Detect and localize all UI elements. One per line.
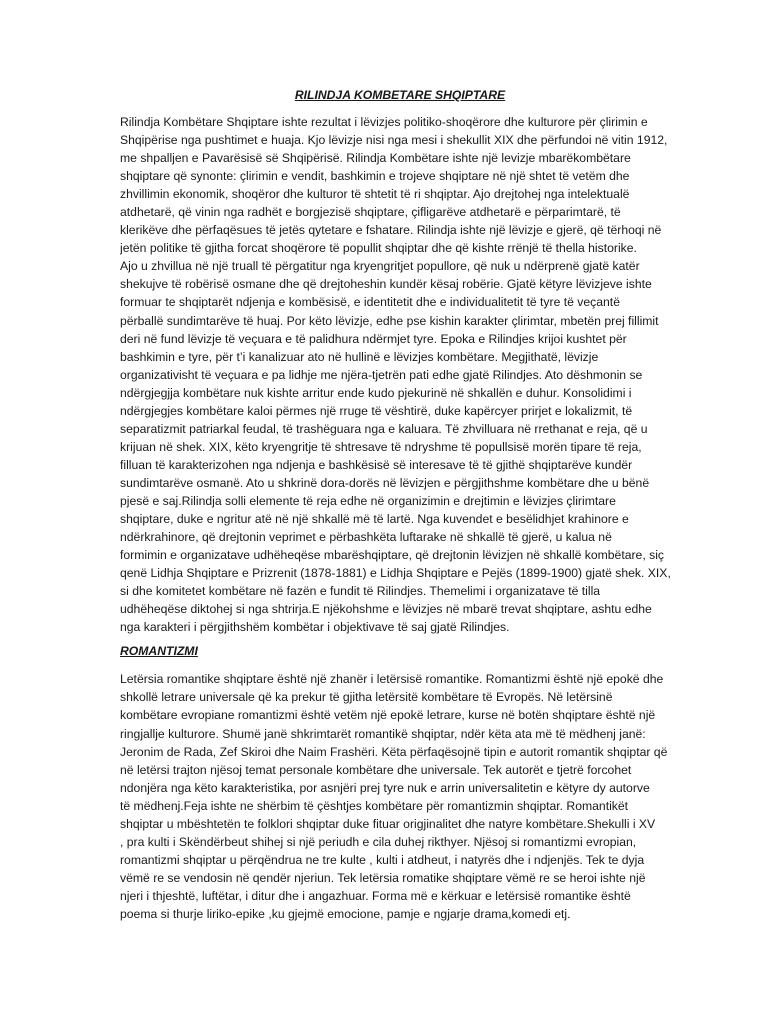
text-line: shkollë letrare universale që ka prekur të gjitha letërsitë kombëtare të Evropës. Në letërsinë: [120, 690, 613, 705]
text-line: ndonjëra nga këto karakteristika, por asnjëri prej tyre nuk e arrin universalitetin e këtyre dy autorve: [120, 780, 650, 795]
text-line: Jeronim de Rada, Zef Skiroi dhe Naim Frashëri. Këta përfaqësojnë tipin e autorit romantik shqiptar që: [120, 744, 668, 759]
text-line: jetën politike të gjitha forcat shoqërore të popullit shqiptar dhe që kishte rrënjë të thella historike.: [120, 241, 637, 256]
text-line: me shpalljen e Pavarësisë së Shqipërisë. Rilindja Kombëtare ishte një levizje mbarëkombëtare: [120, 151, 631, 166]
text-line: njeri i thjeshtë, luftëtar, i ditur dhe i angazhuar. Forma më e kërkuar e letërsisë romantike është: [120, 888, 631, 903]
text-line: udhëheqëse diktohej si nga shtrirja.E njëkohshme e lëvizjes në mbarë trevat shqiptare, ashtu edhe: [120, 602, 652, 617]
text-line: krijuan në shek. XIX, këto kryengritje të shtresave të ndryshme të popullsisë morën tipare të reja,: [120, 439, 642, 454]
text-line: shqiptare, duke e ngritur atë në një shkallë më të lartë. Nga kuvendet e besëlidhjet krahinore e: [120, 512, 629, 527]
text-line: sundimtarëve osmanë. Ato u shkrinë dora-dorës në lëvizjen e përgjithshme kombëtare dhe u bënë: [120, 475, 650, 490]
document-title: RILINDJA KOMBETARE SHQIPTARE: [294, 88, 506, 102]
text-line: shekujve të robërisë osmane dhe që drejtoheshin kundër kësaj robërie. Gjatë këtyre lëvizjeve ishte: [120, 277, 652, 292]
text-line: ringjallje kulturore. Shumë janë shkrimtarët romantikë shqiptar, ndër këta ata më të mëdhenj janë:: [120, 726, 646, 741]
text-line: formimin e organizatave udhëheqëse mbarëshqiptare, që drejtonin lëvizjen në shkallë kombëtare, siç: [120, 548, 665, 563]
text-line: atdhetarë, që vinin nga radhët e borgjezisë shqiptare, çifligarëve atdhetarë e përparimtarë, të: [120, 205, 621, 220]
text-line: përballë sundimtarëve të huaj. Por këto lëvizje, edhe pse kishin karakter çlirimtar, mbetën prej fillimit: [120, 313, 659, 328]
text-line: romantizmi shqiptar u përqëndrua ne tre kulte , kulti i atdheut, i natyrës dhe i ndjenjës. Tek te dyja: [120, 852, 645, 867]
section-heading-romantizmi: ROMANTIZMI: [120, 644, 198, 659]
document-page: [120, 86, 680, 1016]
text-line: nga karakteri i përgjithshëm kombëtar i objektivave të saj gjatë Rilindjes.: [120, 620, 510, 635]
text-line: poema si thurje liriko-epike ,ku gjejmë emocione, pamje e ngjarje drama,komedi etj.: [120, 906, 571, 921]
text-line: separatizmit patriarkal feudal, të trashëguara nga e kaluara. Të zhvilluara në rrethanat e reja, që u: [120, 421, 648, 436]
paragraph-intro: [120, 113, 680, 636]
text-line: klerikëve dhe përfaqësues të jetës qytetare e fshatare. Rilindja ishte një lëvizje e gjerë, që tërhoqi në: [120, 223, 662, 238]
text-line: organizativisht të veçuara e pa lidhje me njëra-tjetrën pati edhe gjatë Rilindjes. Ato dëshmonin se: [120, 367, 643, 382]
text-line: Rilindja Kombëtare Shqiptare ishte rezultat i lëvizjes politiko-shoqërore dhe kulturore për çlirimin e: [120, 115, 648, 129]
text-line: të mëdhenj.Feja ishte ne shërbim të çështjes kombëtare për romantizmin shqiptar. Romantikët: [120, 798, 629, 813]
text-line: filluan të karakterizohen nga ndjenja e bashkësisë së interesave të të gjithë shqiptarëve kundër: [120, 457, 633, 472]
text-line: shqiptar u mbështetën te folklori shqiptar duke fituar origjinalitet dhe natyre kombëtare.Shekulli i XV: [120, 816, 656, 831]
paragraph-romantizmi: [120, 670, 680, 923]
text-line: vëmë re se vendosin në qendër njeriun. Tek letërsia romatike shqiptare vëmë re se heroi ishte një: [120, 870, 646, 885]
text-line: Shqipërise nga pushtimet e huaja. Kjo lëvizje nisi nga mesi i shekullit XIX dhe përfundoi në vitin 1912,: [120, 133, 668, 148]
text-line: , pra kulti i Skëndërbeut shihej si një periudh e cila duhej rikthyer. Njësoj si romantizmi evropian,: [120, 834, 637, 849]
text-line: bashkimin e tyre, për t’i kanalizuar ato në hullinë e lëvizjes kombëtare. Megjithatë, lëvizje: [120, 349, 599, 364]
text-line: në letërsi trajton njësoj temat personale kombëtare dhe universale. Tek autorët e tjetrë forcohet: [120, 762, 632, 777]
text-line: Letërsia romantike shqiptare është një zhanër i letërsisë romantike. Romantizmi është një epokë dhe: [120, 672, 664, 687]
text-line: ndërgjegjja kombëtare nuk kishte arritur ende kudo pjekurinë në shkallën e duhur. Konsolidimi i: [120, 385, 632, 400]
text-line: kombëtare evropiane romantizmi është vetëm një epokë letrare, kurse në botën shqiptare është një: [120, 708, 656, 723]
text-line: qenë Lidhja Shqiptare e Prizrenit (1878-1881) e Lidhja Shqiptare e Pejës (1899-1900) gjatë shek. XIX,: [120, 566, 671, 581]
text-line: si dhe komitetet kombëtare në fazën e fundit të Rilindjes. Themelimi i organizatave të tilla: [120, 584, 601, 599]
text-line: Ajo u zhvillua në një truall të përgatitur nga kryengritjet popullore, që nuk u ndërprenë gjatë katër: [120, 259, 640, 274]
text-line: deri në fund lëvizje të veçuara e të palidhura ndërmjet tyre. Epoka e Rilindjes krijoi kushtet për: [120, 331, 627, 346]
text-line: formuar te shqiptarët ndjenja e kombësisë, e identitetit dhe e individualitetit të tyre të veçantë: [120, 295, 620, 310]
text-line: shqiptare që synonte: çlirimin e vendit, bashkimin e trojeve shqiptare në një shtet të vetëm dhe: [120, 169, 630, 184]
text-line: zhvillimin ekonomik, shoqëror dhe kulturor të shtetit të ri shqiptar. Ajo drejtohej nga intelektualë: [120, 187, 630, 202]
text-line: pjesë e saj.Rilindja solli elemente të reja edhe në organizimin e drejtimin e lëvizjes çlirimtare: [120, 493, 616, 508]
text-line: ndërgjegjes kombëtare kaloi përmes një rruge të vështirë, duke kapërcyer prirjet e lokalizmit, të: [120, 403, 633, 418]
text-line: ndërkrahinore, që drejtonin veprimet e përbashkëta luftarake në shkallë të gjerë, u kalua në: [120, 530, 612, 545]
